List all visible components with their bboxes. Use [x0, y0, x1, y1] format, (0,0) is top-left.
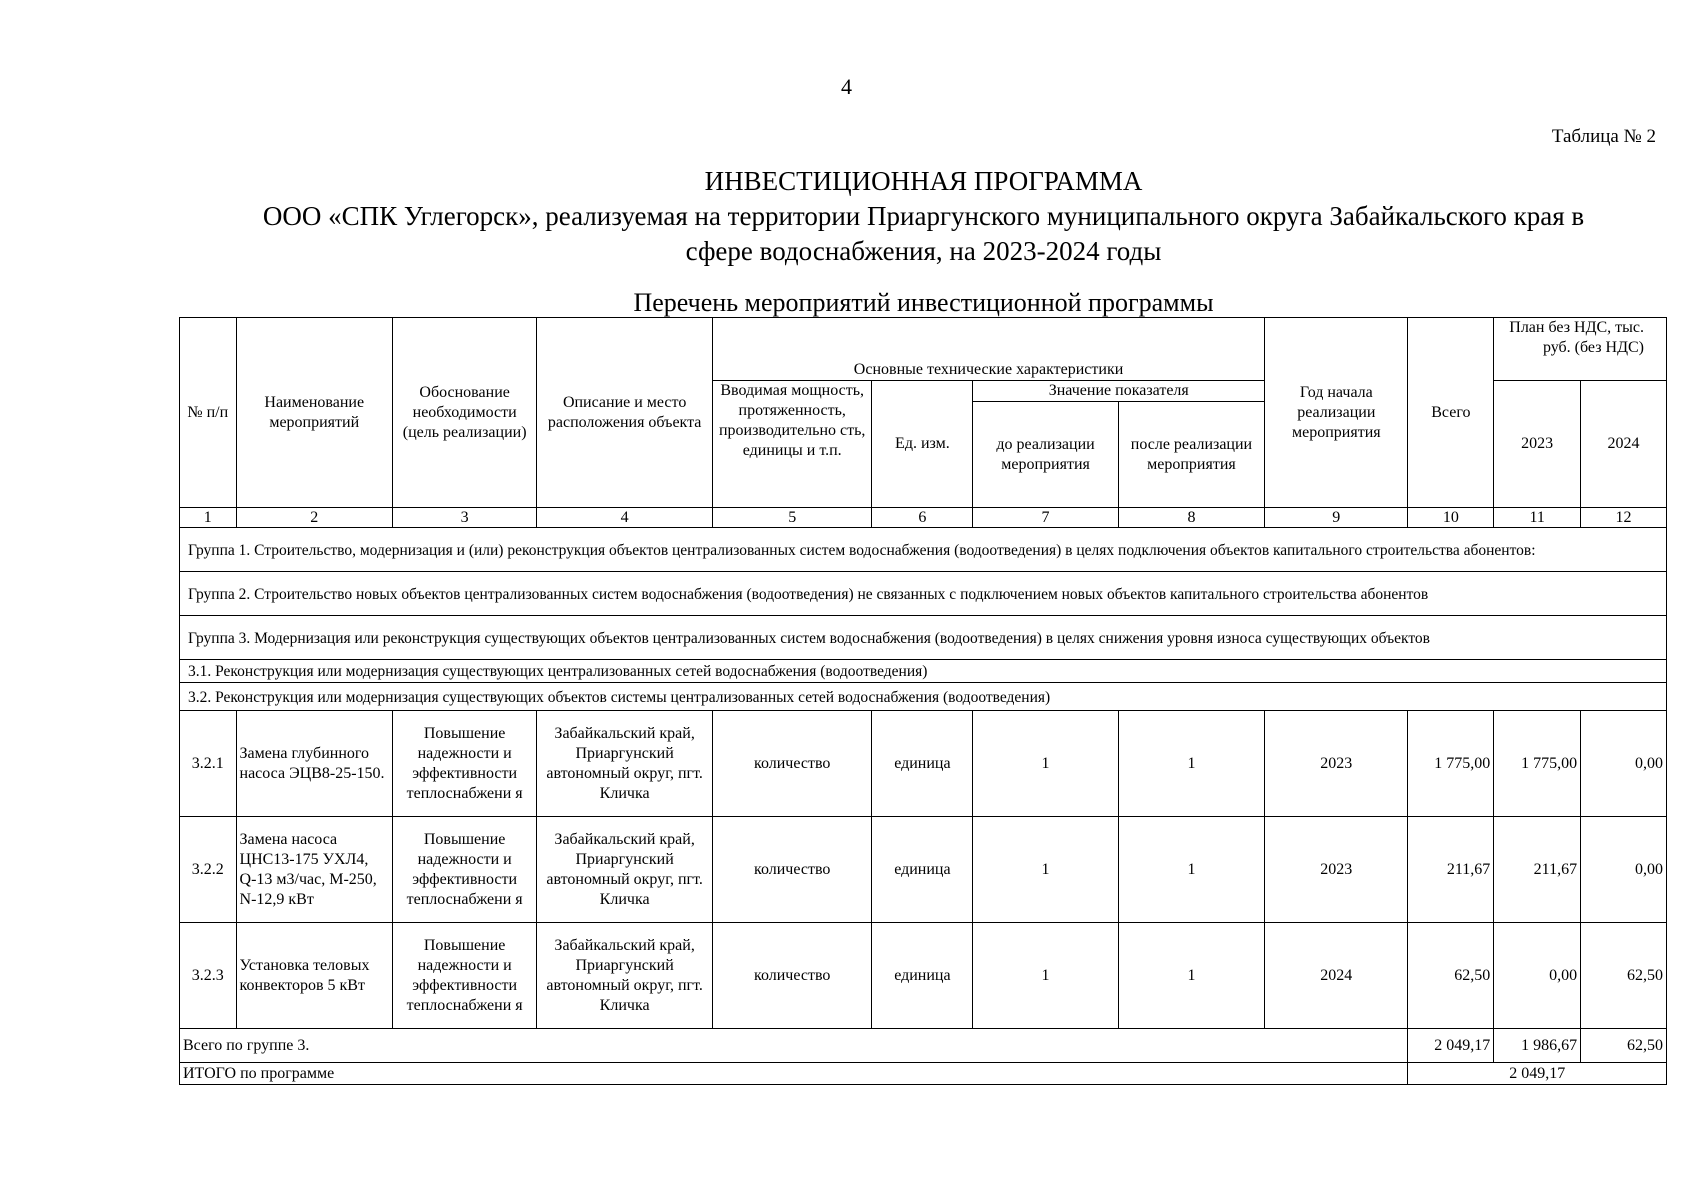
row-capacity: количество [712, 923, 871, 1029]
group-1-row: Группа 1. Строительство, модернизация и (или) реконструкция объектов централизованных систем водоснабжения (водоотведения) в целях подключения объектов капитального строительства абонентов: [180, 528, 1667, 572]
group-3-total-row [180, 1029, 1667, 1063]
col-number: 4 [537, 508, 713, 528]
col-number: 1 [180, 508, 237, 528]
header-2024: 2024 [1581, 381, 1667, 508]
header-after: после реализации мероприятия [1118, 402, 1264, 508]
row-before: 1 [973, 923, 1118, 1029]
row-total: 62,50 [1408, 923, 1494, 1029]
row-reason: Повышение надежности и эффективности теплоснабжени я [392, 923, 536, 1029]
row-2023: 211,67 [1494, 817, 1581, 923]
table-subtitle: Перечень мероприятий инвестиционной программы [633, 288, 1214, 317]
row-2023: 0,00 [1494, 923, 1581, 1029]
row-location: Забайкальский край, Приаргунский автономный округ, пгт. Кличка [537, 711, 713, 817]
row-unit: единица [872, 923, 973, 1029]
row-after: 1 [1118, 923, 1264, 1029]
table-row [180, 711, 1667, 817]
row-total: 1 775,00 [1408, 711, 1494, 817]
col-number: 3 [392, 508, 536, 528]
investment-table [179, 317, 1667, 1085]
row-name: Замена насоса ЦНС13-175 УХЛ4, Q-13 м3/час, М-250, N-12,9 кВт [236, 817, 392, 923]
group-2-row: Группа 2. Строительство новых объектов централизованных систем водоснабжения (водоотведения) не связанных с подключением новых объектов капитального строительства абонентов [180, 572, 1667, 616]
header-total: Всего [1408, 318, 1494, 508]
group-3-total-label: Всего по группе 3. [180, 1029, 1408, 1063]
header-name: Наименование мероприятий [236, 318, 392, 508]
subgroup-3-2-row: 3.2. Реконструкция или модернизация существующих объектов системы централизованных сетей водоснабжения (водоотведения) [180, 683, 1667, 711]
col-number: 10 [1408, 508, 1494, 528]
row-before: 1 [973, 711, 1118, 817]
page-number: 4 [841, 74, 852, 99]
row-after: 1 [1118, 711, 1264, 817]
header-unit: Ед. изм. [872, 381, 973, 508]
row-unit: единица [872, 817, 973, 923]
row-num: 3.2.3 [180, 923, 237, 1029]
col-number: 7 [973, 508, 1118, 528]
title-line-1: ИНВЕСТИЦИОННАЯ ПРОГРАММА [704, 166, 1143, 196]
row-year: 2023 [1265, 711, 1408, 817]
title-line-3: сфере водоснабжения, на 2023-2024 годы [685, 236, 1162, 266]
col-number: 2 [236, 508, 392, 528]
row-location: Забайкальский край, Приаргунский автономный округ, пгт. Кличка [537, 923, 713, 1029]
program-total-value: 2 049,17 [1408, 1063, 1667, 1085]
header-location: Описание и место расположения объекта [537, 318, 713, 508]
col-number: 6 [872, 508, 973, 528]
group-3-total-2023: 1 986,67 [1494, 1029, 1581, 1063]
table-row [180, 923, 1667, 1029]
program-total-label: ИТОГО по программе [180, 1063, 1408, 1085]
document-title [180, 164, 1667, 269]
group-3-row: Группа 3. Модернизация или реконструкция существующих объектов централизованных систем водоснабжения (водоотведения) в целях снижения уровня износа существующих объектов [180, 616, 1667, 660]
row-num: 3.2.2 [180, 817, 237, 923]
table-row [180, 817, 1667, 923]
row-name: Замена глубинного насоса ЭЦВ8-25-150. [236, 711, 392, 817]
header-before: до реализации мероприятия [973, 402, 1118, 508]
header-reason: Обоснование необходимости (цель реализации) [392, 318, 536, 508]
col-number: 9 [1265, 508, 1408, 528]
row-year: 2024 [1265, 923, 1408, 1029]
row-reason: Повышение надежности и эффективности теплоснабжени я [392, 817, 536, 923]
header-plan: План без НДС, тыс. руб. (без НДС) [1494, 318, 1667, 381]
row-year: 2023 [1265, 817, 1408, 923]
row-capacity: количество [712, 817, 871, 923]
row-before: 1 [973, 817, 1118, 923]
header-2023: 2023 [1494, 381, 1581, 508]
row-name: Установка теловых конвекторов 5 кВт [236, 923, 392, 1029]
row-total: 211,67 [1408, 817, 1494, 923]
header-start-year: Год начала реализации мероприятия [1265, 318, 1408, 508]
title-line-2: ООО «СПК Углегорск», реализуемая на территории Приаргунского муниципального округа Забайкальского края в [262, 201, 1585, 231]
row-unit: единица [872, 711, 973, 817]
group-3-total-2024: 62,50 [1581, 1029, 1667, 1063]
table-label: Таблица № 2 [1551, 126, 1656, 147]
row-2024: 0,00 [1581, 817, 1667, 923]
row-num: 3.2.1 [180, 711, 237, 817]
header-num: № п/п [180, 318, 237, 508]
col-number: 12 [1581, 508, 1667, 528]
header-tech: Основные технические характеристики [712, 318, 1264, 381]
col-number: 5 [712, 508, 871, 528]
group-3-total-value: 2 049,17 [1408, 1029, 1494, 1063]
row-2024: 62,50 [1581, 923, 1667, 1029]
row-2024: 0,00 [1581, 711, 1667, 817]
col-number: 11 [1494, 508, 1581, 528]
header-indicator: Значение показателя [973, 381, 1265, 402]
subgroup-3-1-row: 3.1. Реконструкция или модернизация существующих централизованных сетей водоснабжения (водоотведения) [180, 660, 1667, 683]
col-number: 8 [1118, 508, 1264, 528]
row-after: 1 [1118, 817, 1264, 923]
column-numbers-row [180, 508, 1667, 528]
header-capacity: Вводимая мощность, протяженность, производительно сть, единицы и т.п. [712, 381, 871, 508]
row-reason: Повышение надежности и эффективности теплоснабжени я [392, 711, 536, 817]
row-2023: 1 775,00 [1494, 711, 1581, 817]
row-location: Забайкальский край, Приаргунский автономный округ, пгт. Кличка [537, 817, 713, 923]
program-total-row [180, 1063, 1667, 1085]
row-capacity: количество [712, 711, 871, 817]
